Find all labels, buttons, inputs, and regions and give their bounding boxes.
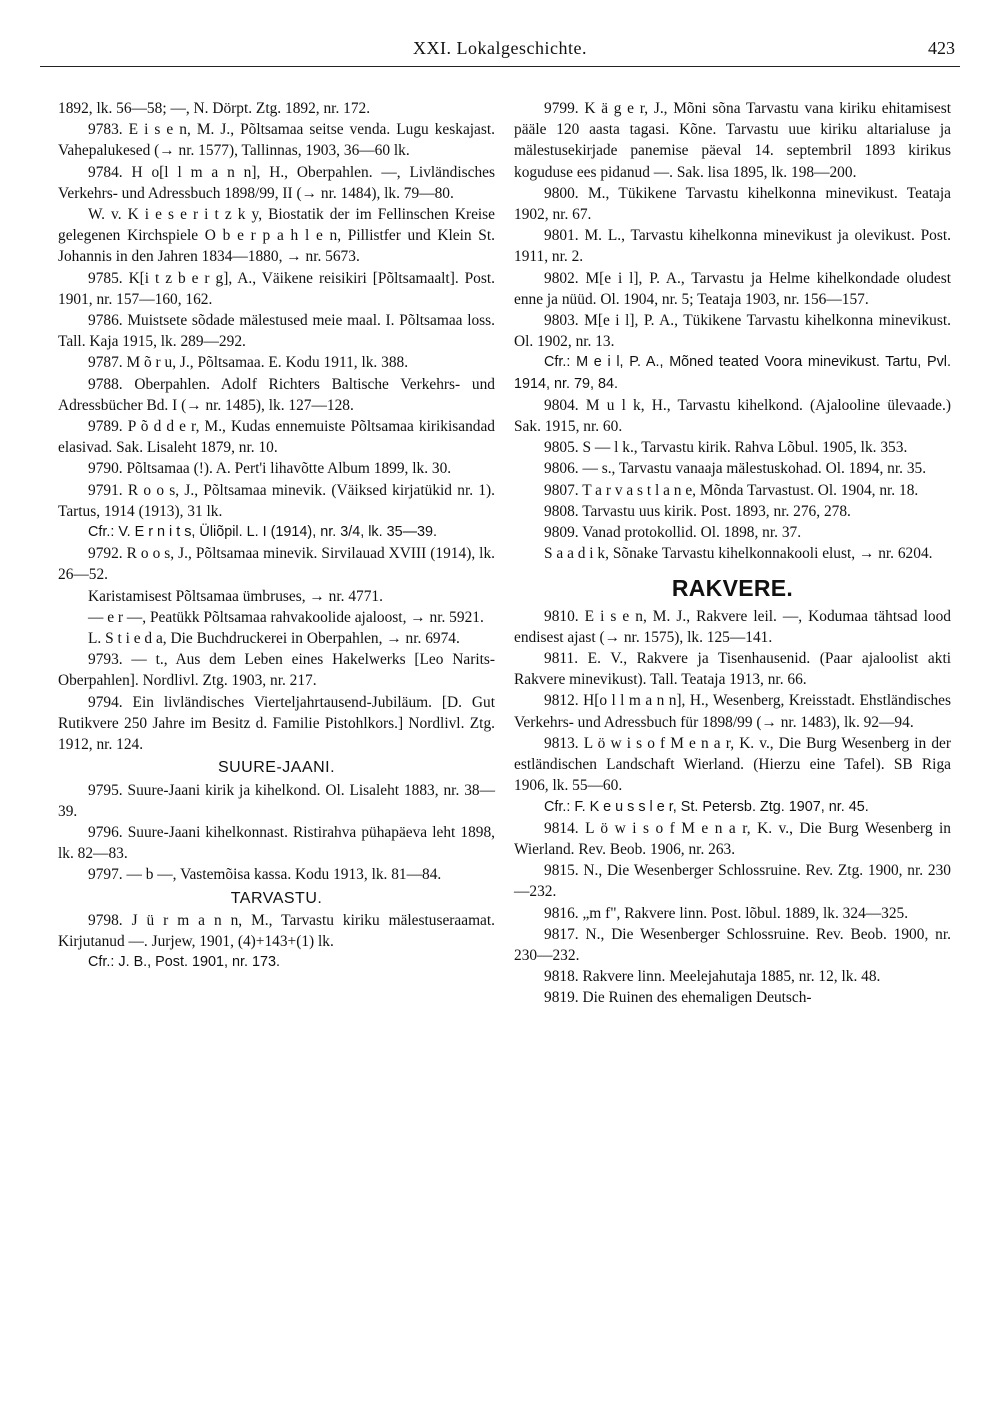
section-heading: RAKVERE. [671, 575, 794, 602]
bibliography-entry: 9807. T a r v a s t l a n e, Mõnda Tarvastust. Ol. 1904, nr. 18. [544, 481, 919, 499]
running-head: XXI. Lokalgeschichte. [413, 38, 587, 58]
bibliography-entry: 9790. Põltsamaa (!). A. Pert'i lihavõtte Album 1899, lk. 30. [88, 460, 452, 478]
bibliography-entry: W. v. K i e s e r i t z k y, Biostatik der im Fellinschen Kreise gelegenen Kirchspiele O b e r p a h l e n, Pillistfer und Klein St. Johannis in den Jahren 1834—1880, → nr. 5673. [58, 206, 495, 266]
bibliography-entry: 9793. — t., Aus dem Leben eines Hakelwerks [Leo Narits-Oberpahlen]. Nordlivl. Ztg. 1903, nr. 217. [58, 651, 495, 690]
bibliography-entry: 9816. „m f", Rakvere linn. Post. lõbul. 1889, lk. 324—325. [544, 904, 909, 922]
bibliography-entry: 9808. Tarvastu uus kirik. Post. 1893, nr. 276, 278. [544, 502, 851, 520]
bibliography-entry: 9794. Ein livländisches Vierteljahrtausend-Jubiläum. [D. Gut Rutikvere 250 Jahre im Besitz d. Familie Pistohlkors.] Nordlivl. Ztg. 1912, nr. 124. [58, 693, 495, 754]
bibliography-entry: 9796. Suure-Jaani kihelkonnast. Ristirahva pühapäeva leht 1898, lk. 82—83. [58, 823, 495, 863]
cross-reference: Cfr.: M e i l, P. A., Mõned teated Voora minevikust. Tartu, Pvl. 1914, nr. 79, 84. [514, 354, 951, 392]
bibliography-entry: 9788. Oberpahlen. Adolf Richters Baltische Verkehrs- und Adressbücher Bd. I (→ nr. 1485), lk. 127—128. [58, 375, 495, 414]
section-heading: SUURE-JAANI. [217, 759, 336, 777]
bibliography-entry: 9817. N., Die Wesenberger Schlossruine. Rev. Beob. 1900, nr. 230—232. [514, 925, 951, 964]
bibliography-entry: 9800. M., Tükikene Tarvastu kihelkonna minevikust. Teataja 1902, nr. 67. [514, 184, 951, 224]
bibliography-entry: 9785. K[i t z b e r g], A., Väikene reisikiri [Põltsamaalt]. Post. 1901, nr. 157—160, 162. [58, 269, 495, 308]
bibliography-entry: Karistamisest Põltsamaa ümbruses, → nr. 4771. [88, 587, 383, 605]
bibliography-entry: 9818. Rakvere linn. Meelejahutaja 1885, nr. 12, lk. 48. [544, 968, 881, 986]
bibliography-entry: 9797. — b —, Vastemõisa kassa. Kodu 1913, lk. 81—84. [88, 866, 442, 884]
bibliography-entry: 9813. L ö w i s o f M e n a r, K. v., Die Burg Wesenberg in der estländischen Landschaft Wierland. (Hierzu eine Tafel). SB Riga 1906, lk. 55—60. [514, 734, 951, 795]
page-header [40, 34, 960, 67]
bibliography-entry: 9815. N., Die Wesenberger Schlossruine. Rev. Ztg. 1900, nr. 230—232. [514, 862, 951, 901]
page-number: 423 [928, 38, 955, 58]
bibliography-entry: 9795. Suure-Jaani kirik ja kihelkond. Ol. Lisaleht 1883, nr. 38—39. [58, 781, 495, 820]
bibliography-entry: 9798. J ü r m a n n, M., Tarvastu kiriku mälestuseraamat. Kirjutanud —. Jurjew, 1901, (4)+143+(1) lk. [58, 911, 495, 950]
bibliography-entry: 9787. M õ r u, J., Põltsamaa. E. Kodu 1911, lk. 388. [88, 354, 409, 372]
cross-reference: Cfr.: F. K e u s s l e r, St. Petersb. Ztg. 1907, nr. 45. [544, 798, 869, 815]
left-column [58, 98, 495, 973]
section-heading: TARVASTU. [230, 889, 323, 907]
bibliography-entry: 9804. M u l k, H., Tarvastu kihelkond. (Ajalooline ülevaade.) Sak. 1915, nr. 60. [514, 396, 951, 436]
bibliography-entry: 9784. H o[l l m a n n], H., Oberpahlen. —, Livländisches Verkehrs- und Adressbuch 1898/99, II (→ nr. 1484), lk. 79—80. [58, 163, 495, 202]
cross-reference: Cfr.: V. E r n i t s, Üliõpil. L. I (1914), nr. 3/4, lk. 35—39. [88, 524, 437, 541]
bibliography-entry: 9806. — s., Tarvastu vanaaja mälestuskohad. Ol. 1894, nr. 35. [544, 460, 927, 478]
cross-reference: Cfr.: J. B., Post. 1901, nr. 173. [88, 954, 280, 971]
bibliography-entry: 9801. M. L., Tarvastu kihelkonna minevikust ja olevikust. Post. 1911, nr. 2. [514, 227, 951, 266]
continued-entry: 1892, lk. 56—58; —, N. Dörpt. Ztg. 1892, nr. 172. [58, 100, 371, 117]
right-column [514, 98, 951, 1009]
bibliography-entry: 9802. M[e i l], P. A., Tarvastu ja Helme kihelkondade oludest enne ja nüüd. Ol. 1904, nr. 5; Teataja 1903, nr. 156—157. [514, 269, 951, 308]
bibliography-entry: 9814. L ö w i s o f M e n a r, K. v., Die Burg Wesenberg in Wierland. Rev. Beob. 1906, nr. 263. [514, 819, 951, 858]
bibliography-entry: 9799. K ä g e r, J., Mõni sõna Tarvastu vana kiriku ehitamisest pääle 120 aasta tagasi. Kõne. Tarvastu uue kiriku altarialuse ja mälestusekirjade panemise päeval 14. septembril 1893 kirikus koguduse ees pidanud —. Sak. lisa 1895, lk. 198—200. [514, 100, 951, 181]
bibliography-entry: 9803. M[e i l], P. A., Tükikene Tarvastu kihelkonna minevikust. Ol. 1902, nr. 13. [514, 312, 951, 351]
bibliography-entry: 9791. R o o s, J., Põltsamaa minevik. (Väiksed kirjatükid nr. 1). Tartus, 1914 (1913), 31 lk. [58, 481, 495, 520]
bibliography-entry: L. S t i e d a, Die Buchdruckerei in Oberpahlen, → nr. 6974. [88, 630, 460, 648]
bibliography-entry: 9783. E i s e n, M. J., Põltsamaa seitse venda. Lugu keskajast. Vahepalukesed (→ nr. 1577), Tallinnas, 1903, 36—60 lk. [58, 121, 495, 160]
bibliography-entry: 9809. Vanad protokollid. Ol. 1898, nr. 37. [544, 524, 802, 542]
bibliography-entry: — e r —, Peatükk Põltsamaa rahvakoolide ajaloost, → nr. 5921. [88, 608, 484, 626]
bibliography-entry: 9792. R o o s, J., Põltsamaa minevik. Sirvilauad XVIII (1914), lk. 26—52. [58, 545, 495, 584]
bibliography-entry: 9810. E i s e n, M. J., Rakvere leil. —, Kodumaa tähtsad lood endisest ajast (→ nr. 1575), lk. 125—141. [514, 607, 951, 646]
bibliography-entry: 9819. Die Ruinen des ehemaligen Deutsch- [544, 989, 812, 1007]
bibliography-entry: 9789. P õ d d e r, M., Kudas ennemuiste Põltsamaa kirikisandad elasivad. Sak. Lisaleht 1879, nr. 10. [58, 418, 495, 457]
bibliography-entry: S a a d i k, Sõnake Tarvastu kihelkonnakooli elust, → nr. 6204. [544, 545, 933, 563]
bibliography-entry: 9812. H[o l l m a n n], H., Wesenberg, Kreisstadt. Ehstländisches Verkehrs- und Adressbuch für 1898/99 (→ nr. 1483), lk. 92—94. [514, 692, 951, 731]
bibliography-entry: 9811. E. V., Rakvere ja Tisenhausenid. (Paar ajaloolist akti Rakvere minevikust). Tall. Teataja 1913, nr. 66. [514, 650, 951, 689]
bibliography-entry: 9786. Muistsete sõdade mälestused meie maal. I. Põltsamaa loss. Tall. Kaja 1915, lk. 289—292. [58, 312, 495, 351]
bibliography-entry: 9805. S — l k., Tarvastu kirik. Rahva Lõbul. 1905, lk. 353. [544, 439, 908, 457]
